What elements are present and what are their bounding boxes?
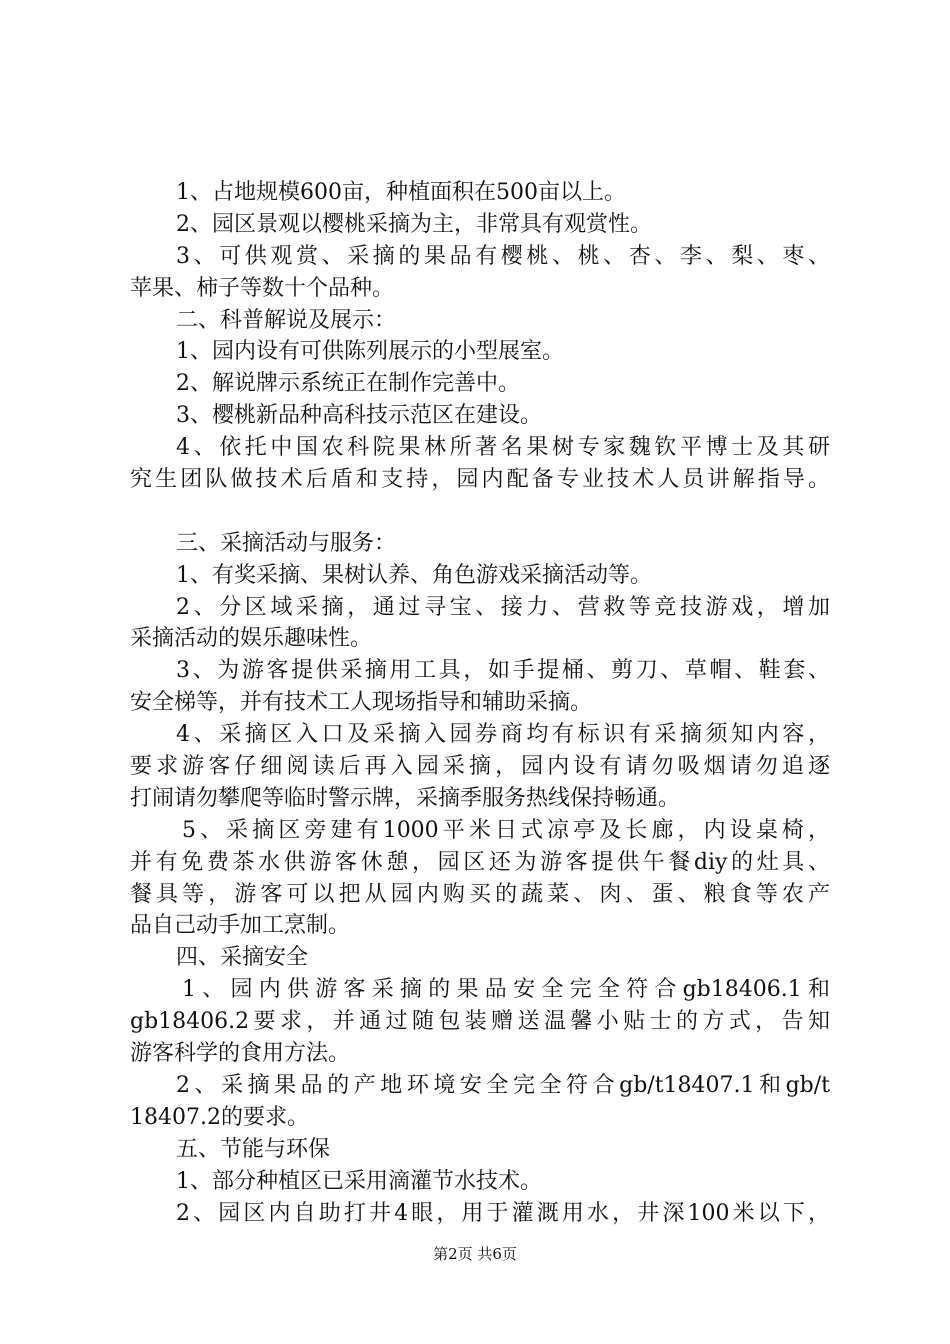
text-line: 采摘活动的娱乐趣味性。 [130,626,373,652]
blank-line [130,496,830,528]
text-line: 1、园内设有可供陈列展示的小型展室。 [176,339,564,365]
text-line: 1、园内供游客采摘的果品安全完全符合gb18406.1和 [182,977,830,1003]
text-line: 4、采摘区入口及采摘入园券商均有标识有采摘须知内容， [176,722,830,748]
text-line: 并有免费茶水供游客休憩，园区还为游客提供午餐diy的灶具、 [130,849,830,875]
text-line: 品自己动手加工烹制。 [130,913,351,939]
text-line: 2、采摘果品的产地环境安全完全符合gb/t18407.1和gb/t [176,1072,830,1098]
text-line: 五、节能与环保 [176,1136,331,1162]
text-line: 1、部分种植区已采用滴灌节水技术。 [176,1168,542,1194]
text-line: 三、采摘活动与服务： [176,530,397,556]
text-line: 2、解说牌示系统正在制作完善中。 [176,371,520,397]
text-line: 3、可供观赏、采摘的果品有樱桃、桃、杏、李、梨、枣、 [176,243,830,269]
text-line: 游客科学的食用方法。 [130,1041,351,1067]
text-line: 要求游客仔细阅读后再入园采摘，园内设有请勿吸烟请勿追逐 [130,754,830,780]
text-line: 打闹请勿攀爬等临时警示牌，采摘季服务热线保持畅通。 [130,785,681,811]
text-line: 2、分区域采摘，通过寻宝、接力、营救等竞技游戏，增加 [176,594,830,620]
text-line: 3、樱桃新品种高科技示范区在建设。 [176,403,542,429]
text-line: 四、采摘安全 [176,945,309,971]
text-line: 4、依托中国农科院果林所著名果树专家魏钦平博士及其研 [176,435,830,461]
text-line: 2、园区内自助打井4眼，用于灌溉用水，井深100米以下， [176,1200,830,1226]
text-line: 18407.2的要求。 [130,1104,309,1130]
text-line: 究生团队做技术后盾和支持，园内配备专业技术人员讲解指导。 [130,467,830,493]
text-line: 餐具等，游客可以把从园内购买的蔬菜、肉、蛋、粮食等农产 [130,881,830,907]
text-line: 安全梯等，并有技术工人现场指导和辅助采摘。 [130,690,593,716]
document-body [130,177,830,1229]
text-line: 二、科普解说及展示： [176,307,397,333]
page-footer: 第2页 共6页 [433,1245,517,1263]
text-line: 1、有奖采摘、果树认养、角色游戏采摘活动等。 [176,562,652,588]
text-line: 2、园区景观以樱桃采摘为主，非常具有观赏性。 [176,211,652,237]
text-line: gb18406.2要求，并通过随包装赠送温馨小贴士的方式，告知 [130,1009,830,1035]
text-line: 苹果、柿子等数十个品种。 [130,275,395,301]
text-line: 5、采摘区旁建有1000平米日式凉亭及长廊，内设桌椅， [182,817,830,843]
text-line: 1、占地规模600亩，种植面积在500亩以上。 [176,180,626,205]
text-line: 3、为游客提供采摘用工具，如手提桶、剪刀、草帽、鞋套、 [176,658,830,684]
